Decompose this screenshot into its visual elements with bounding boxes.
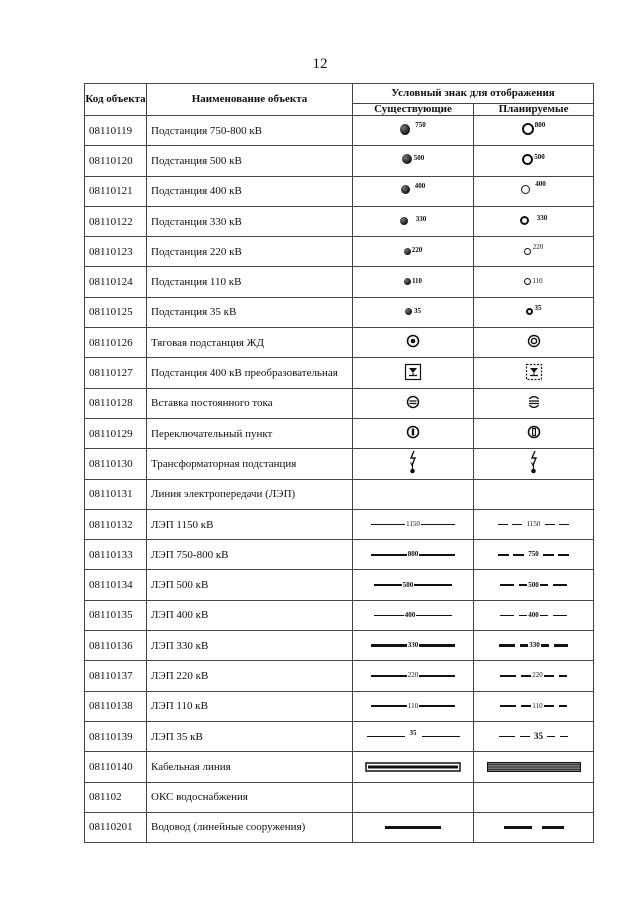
power-line-icon xyxy=(353,703,473,710)
power-line-icon xyxy=(474,521,593,528)
table-row xyxy=(85,267,594,297)
existing-symbol xyxy=(353,812,474,842)
existing-symbol xyxy=(353,661,474,691)
row-code: 08110138 xyxy=(85,691,147,721)
voltage-label: 35 xyxy=(414,306,421,315)
existing-symbol xyxy=(353,206,474,236)
existing-symbol xyxy=(353,297,474,327)
existing-symbol xyxy=(353,116,474,146)
substation-dot-icon xyxy=(405,308,412,315)
substation-dot-icon xyxy=(404,278,411,285)
line-label: 1150 xyxy=(406,520,420,528)
table-row xyxy=(85,782,594,812)
cable-line-icon xyxy=(474,762,593,772)
substation-ring-icon xyxy=(520,216,529,225)
voltage-label: 35 xyxy=(534,303,542,312)
existing-symbol xyxy=(353,782,474,812)
row-name: Подстанция 400 кВ преобразовательная xyxy=(147,358,353,388)
row-name: Подстанция 110 кВ xyxy=(147,267,353,297)
converter-substation-icon xyxy=(525,363,543,381)
substation-dot-icon xyxy=(402,154,412,164)
planned-symbol xyxy=(474,752,594,782)
line-label: 330 xyxy=(529,641,540,650)
planned-symbol xyxy=(474,631,594,661)
switching-point-icon xyxy=(527,425,541,439)
substation-dot-icon xyxy=(400,124,410,135)
voltage-label: 800 xyxy=(534,121,546,130)
substation-dot-icon xyxy=(400,217,408,225)
row-name: ЛЭП 400 кВ xyxy=(147,600,353,630)
row-name: Водовод (линейные сооружения) xyxy=(147,812,353,842)
existing-symbol xyxy=(353,328,474,358)
table-row xyxy=(85,721,594,751)
planned-symbol xyxy=(474,509,594,539)
planned-symbol xyxy=(474,237,594,267)
table-row xyxy=(85,812,594,842)
existing-symbol xyxy=(353,146,474,176)
transformer-substation-icon xyxy=(529,450,539,474)
planned-symbol xyxy=(474,388,594,418)
row-code: 08110131 xyxy=(85,479,147,509)
table-row xyxy=(85,206,594,236)
voltage-label: 220 xyxy=(411,246,423,255)
row-code: 08110126 xyxy=(85,328,147,358)
line-label: 330 xyxy=(407,641,419,650)
existing-symbol xyxy=(353,752,474,782)
legend-table xyxy=(84,83,594,843)
substation-ring-icon xyxy=(526,308,533,315)
row-name: Трансформаторная подстанция xyxy=(147,449,353,479)
substation-ring-icon xyxy=(524,248,531,255)
planned-symbol xyxy=(474,661,594,691)
existing-symbol xyxy=(353,418,474,448)
planned-symbol xyxy=(474,358,594,388)
converter-substation-icon xyxy=(404,363,422,381)
power-line-icon xyxy=(353,521,473,528)
row-name: Переключательный пункт xyxy=(147,418,353,448)
existing-symbol xyxy=(353,570,474,600)
existing-symbol xyxy=(353,267,474,297)
planned-symbol xyxy=(474,600,594,630)
table-row xyxy=(85,297,594,327)
row-code: 08110122 xyxy=(85,206,147,236)
planned-symbol xyxy=(474,479,594,509)
planned-symbol xyxy=(474,418,594,448)
power-line-icon xyxy=(474,642,593,649)
row-code: 08110130 xyxy=(85,449,147,479)
existing-symbol xyxy=(353,449,474,479)
planned-symbol xyxy=(474,540,594,570)
power-line-icon xyxy=(353,612,473,619)
table-row xyxy=(85,691,594,721)
voltage-label: 110 xyxy=(411,276,423,285)
header-sign: Условный знак для отображения xyxy=(353,84,594,104)
line-label: 220 xyxy=(532,671,543,680)
line-label: 400 xyxy=(528,610,539,619)
page-number: 12 xyxy=(312,56,328,72)
existing-symbol xyxy=(353,691,474,721)
line-label: 800 xyxy=(407,550,419,559)
row-name: Подстанция 220 кВ xyxy=(147,237,353,267)
existing-symbol xyxy=(353,631,474,661)
line-label: 110 xyxy=(532,701,543,710)
row-code: 08110139 xyxy=(85,721,147,751)
row-name: ЛЭП 750-800 кВ xyxy=(147,540,353,570)
row-name: ЛЭП 500 кВ xyxy=(147,570,353,600)
table-row xyxy=(85,237,594,267)
planned-symbol xyxy=(474,206,594,236)
line-label: 500 xyxy=(402,580,414,589)
voltage-label: 400 xyxy=(414,181,426,190)
power-line-icon xyxy=(353,551,473,558)
voltage-label: 500 xyxy=(413,154,425,163)
table-row xyxy=(85,358,594,388)
row-code: 08110140 xyxy=(85,752,147,782)
table-row xyxy=(85,570,594,600)
row-name: ОКС водоснабжения xyxy=(147,782,353,812)
voltage-label: 330 xyxy=(536,214,548,223)
voltage-label: 500 xyxy=(534,153,545,162)
substation-ring-icon xyxy=(521,185,530,194)
planned-symbol xyxy=(474,297,594,327)
planned-symbol xyxy=(474,267,594,297)
row-name: ЛЭП 35 кВ xyxy=(147,721,353,751)
line-label: 500 xyxy=(528,580,539,589)
row-code: 08110127 xyxy=(85,358,147,388)
row-code: 081102 xyxy=(85,782,147,812)
planned-symbol xyxy=(474,328,594,358)
planned-symbol xyxy=(474,146,594,176)
existing-symbol xyxy=(353,237,474,267)
voltage-label: 750 xyxy=(415,121,426,130)
existing-symbol xyxy=(353,176,474,206)
dc-link-icon xyxy=(527,395,541,409)
row-code: 08110135 xyxy=(85,600,147,630)
table-row xyxy=(85,661,594,691)
power-line-icon xyxy=(474,612,593,619)
line-label: 35 xyxy=(409,729,417,738)
power-line-icon xyxy=(353,672,473,679)
traction-substation-icon xyxy=(527,334,541,348)
row-code: 08110120 xyxy=(85,146,147,176)
planned-symbol xyxy=(474,176,594,206)
line-label: 750 xyxy=(528,550,539,559)
substation-ring-icon xyxy=(524,278,531,285)
voltage-label: 400 xyxy=(535,179,546,188)
row-name: Линия электропередачи (ЛЭП) xyxy=(147,479,353,509)
voltage-label: 330 xyxy=(415,214,427,223)
transformer-substation-icon xyxy=(408,450,418,474)
existing-symbol xyxy=(353,600,474,630)
line-label: 1150 xyxy=(526,520,541,528)
power-line-icon xyxy=(474,672,593,679)
water-pipeline-icon xyxy=(353,826,473,829)
row-name: Подстанция 35 кВ xyxy=(147,297,353,327)
planned-symbol xyxy=(474,449,594,479)
substation-dot-icon xyxy=(404,248,411,255)
row-code: 08110128 xyxy=(85,388,147,418)
existing-symbol xyxy=(353,479,474,509)
traction-substation-icon xyxy=(406,334,420,348)
header-planned: Планируемые xyxy=(474,104,594,116)
row-name: ЛЭП 330 кВ xyxy=(147,631,353,661)
row-name: Подстанция 330 кВ xyxy=(147,206,353,236)
substation-dot-icon xyxy=(401,185,410,194)
dc-link-icon xyxy=(406,395,420,409)
row-code: 08110136 xyxy=(85,631,147,661)
row-code: 08110119 xyxy=(85,116,147,146)
table-row xyxy=(85,146,594,176)
line-label: 400 xyxy=(404,610,416,619)
existing-symbol xyxy=(353,509,474,539)
table-row xyxy=(85,631,594,661)
row-name: Тяговая подстанция ЖД xyxy=(147,328,353,358)
water-pipeline-icon xyxy=(474,826,593,829)
power-line-icon xyxy=(353,729,473,740)
row-name: ЛЭП 110 кВ xyxy=(147,691,353,721)
table-row xyxy=(85,752,594,782)
table-row xyxy=(85,328,594,358)
row-code: 08110124 xyxy=(85,267,147,297)
existing-symbol xyxy=(353,540,474,570)
planned-symbol xyxy=(474,782,594,812)
power-line-icon xyxy=(353,582,473,589)
substation-ring-icon xyxy=(522,123,534,135)
row-name: ЛЭП 220 кВ xyxy=(147,661,353,691)
voltage-label: 110 xyxy=(532,276,543,285)
row-name: Кабельная линия xyxy=(147,752,353,782)
planned-symbol xyxy=(474,570,594,600)
planned-symbol xyxy=(474,721,594,751)
table-row xyxy=(85,388,594,418)
row-code: 08110201 xyxy=(85,812,147,842)
switching-point-icon xyxy=(406,425,420,439)
existing-symbol xyxy=(353,721,474,751)
row-code: 08110133 xyxy=(85,540,147,570)
planned-symbol xyxy=(474,691,594,721)
line-label: 220 xyxy=(407,671,419,680)
row-name: ЛЭП 1150 кВ xyxy=(147,509,353,539)
table-row xyxy=(85,116,594,146)
cable-line-icon xyxy=(353,762,473,772)
header-existing: Существующие xyxy=(353,104,474,116)
line-label: 35 xyxy=(534,731,543,742)
table-row xyxy=(85,479,594,509)
existing-symbol xyxy=(353,358,474,388)
table-row xyxy=(85,449,594,479)
row-name: Подстанция 750-800 кВ xyxy=(147,116,353,146)
voltage-label: 220 xyxy=(532,243,544,252)
substation-ring-icon xyxy=(522,154,533,165)
line-label: 110 xyxy=(407,701,419,710)
table-row xyxy=(85,600,594,630)
planned-symbol xyxy=(474,812,594,842)
existing-symbol xyxy=(353,388,474,418)
row-code: 08110132 xyxy=(85,509,147,539)
table-row xyxy=(85,418,594,448)
row-name: Подстанция 500 кВ xyxy=(147,146,353,176)
row-code: 08110123 xyxy=(85,237,147,267)
power-line-icon xyxy=(474,733,593,740)
row-code: 08110129 xyxy=(85,418,147,448)
header-code: Код объекта xyxy=(85,84,147,116)
row-code: 08110137 xyxy=(85,661,147,691)
table-row xyxy=(85,509,594,539)
power-line-icon xyxy=(353,642,473,649)
table-row xyxy=(85,540,594,570)
row-code: 08110121 xyxy=(85,176,147,206)
row-name: Подстанция 400 кВ xyxy=(147,176,353,206)
row-name: Вставка постоянного тока xyxy=(147,388,353,418)
row-code: 08110125 xyxy=(85,297,147,327)
power-line-icon xyxy=(474,551,593,558)
power-line-icon xyxy=(474,703,593,710)
header-name: Наименование объекта xyxy=(147,84,353,116)
row-code: 08110134 xyxy=(85,570,147,600)
power-line-icon xyxy=(474,582,593,589)
table-row xyxy=(85,176,594,206)
planned-symbol xyxy=(474,116,594,146)
